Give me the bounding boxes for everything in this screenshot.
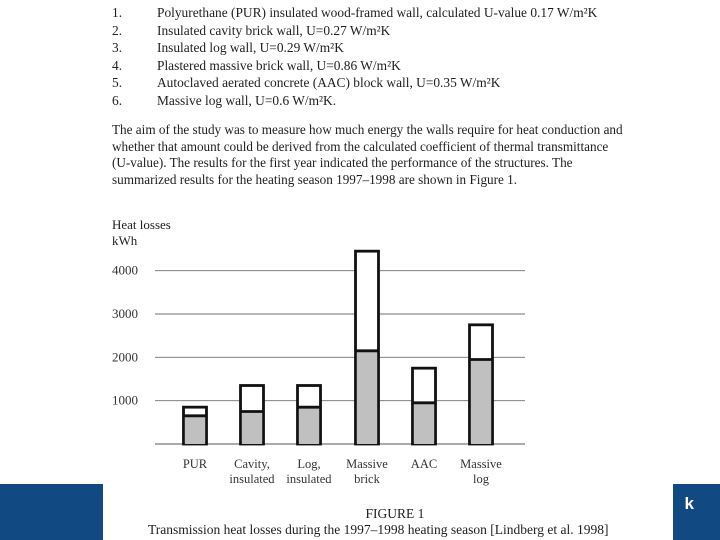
bar-segment-lower xyxy=(185,416,205,444)
bar-segment-lower xyxy=(471,360,491,445)
x-category-label: insulated xyxy=(286,472,332,486)
x-category-label: PUR xyxy=(182,457,208,471)
x-category-label: AAC xyxy=(410,457,438,471)
list-text: Autoclaved aerated concrete (AAC) block wall, U=0.35 W/m²K xyxy=(157,75,501,90)
list-text: Massive log wall, U=0.6 W/m²K. xyxy=(157,92,337,108)
list-number: 4. xyxy=(112,57,123,73)
y-tick-label: 3000 xyxy=(112,306,138,321)
paragraph-line: whether that amount could be derived from the calculated coefficient of thermal transmittance xyxy=(112,138,609,154)
list-number: 6. xyxy=(112,92,123,108)
y-axis-unit: kWh xyxy=(112,233,138,248)
paragraph-line: summarized results for the heating season 1997–1998 are shown in Figure 1. xyxy=(112,171,518,187)
list-number: 1. xyxy=(112,5,123,20)
list-text: Insulated cavity brick wall, U=0.27 W/m²K xyxy=(157,22,391,38)
paragraph-line: The aim of the study was to measure how much energy the walls require for heat conduction and xyxy=(112,122,623,137)
x-category-label: insulated xyxy=(229,472,275,486)
bar-segment-lower xyxy=(299,407,319,444)
paragraph-line: (U-value). The results for the first year indicated the performance of the structures. The xyxy=(112,155,573,170)
x-category-label: brick xyxy=(354,472,380,486)
list-text: Plastered massive brick wall, U=0.86 W/m²K xyxy=(157,57,401,73)
x-category-label: Massive xyxy=(346,457,388,471)
list-number: 5. xyxy=(112,75,123,90)
list-text: Insulated log wall, U=0.29 W/m²K xyxy=(157,40,344,55)
bar-segment-lower xyxy=(414,403,434,444)
list-number: 2. xyxy=(112,22,123,38)
list-text: Polyurethane (PUR) insulated wood-framed wall, calculated U-value 0.17 W/m²K xyxy=(157,5,598,20)
x-category-label: Massive xyxy=(460,457,502,471)
bar-segment-lower xyxy=(242,412,262,445)
x-category-label: log xyxy=(473,472,489,486)
y-axis-label: Heat losses xyxy=(112,217,171,232)
footer-brand: k xyxy=(684,494,694,513)
x-category-label: Cavity, xyxy=(234,457,270,471)
figure-title: FIGURE 1 xyxy=(365,506,425,521)
y-tick-label: 4000 xyxy=(112,262,138,278)
y-tick-label: 2000 xyxy=(112,349,138,365)
list-number: 3. xyxy=(112,40,123,55)
bar-segment-lower xyxy=(357,351,377,444)
y-tick-label: 1000 xyxy=(112,392,138,408)
x-category-label: Log, xyxy=(297,457,321,471)
figure-caption: Transmission heat losses during the 1997–1998 heating season [Lindberg et al. 1998] xyxy=(148,522,609,537)
